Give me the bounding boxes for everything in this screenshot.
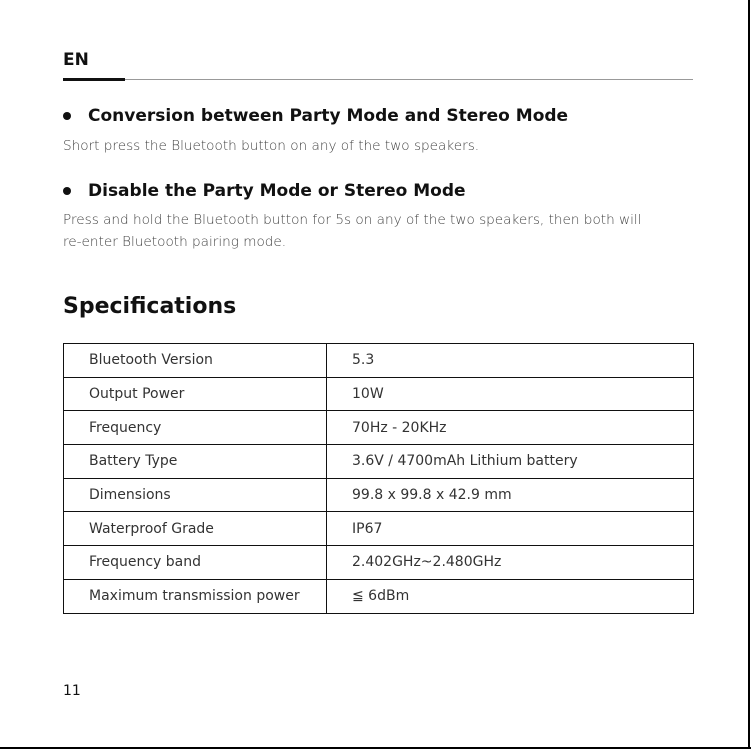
- spec-value: 5.3: [327, 344, 694, 378]
- table-row: [64, 377, 694, 411]
- spec-value: ≦ 6dBm: [327, 579, 694, 613]
- spec-value: 2.402GHz~2.480GHz: [327, 546, 694, 580]
- section-heading-text: Disable the Party Mode or Stereo Mode: [88, 181, 466, 201]
- section-heading: [63, 106, 568, 126]
- specifications-title: Specifications: [63, 294, 237, 319]
- spec-value: 70Hz - 20KHz: [327, 411, 694, 445]
- spec-value: 10W: [327, 377, 694, 411]
- section-heading-text: Conversion between Party Mode and Stereo Mode: [88, 106, 569, 126]
- table-row: [64, 579, 694, 613]
- table-row: [64, 546, 694, 580]
- bullet-icon: [63, 112, 71, 120]
- spec-label: Bluetooth Version: [64, 344, 327, 378]
- spec-label: Maximum transmission power: [64, 579, 327, 613]
- section-body: [63, 209, 703, 253]
- spec-label: Battery Type: [64, 445, 327, 479]
- spec-label: Output Power: [64, 377, 327, 411]
- table-row: [64, 478, 694, 512]
- spec-value: IP67: [327, 512, 694, 546]
- spec-label: Frequency: [64, 411, 327, 445]
- spec-label: Dimensions: [64, 478, 327, 512]
- table-row: [64, 445, 694, 479]
- bullet-icon: [63, 187, 71, 195]
- page-border: [748, 0, 750, 749]
- language-label: EN: [63, 50, 89, 70]
- spec-value: 3.6V / 4700mAh Lithium battery: [327, 445, 694, 479]
- header-divider: [63, 79, 693, 80]
- section-body: Short press the Bluetooth button on any of the two speakers.: [63, 138, 480, 154]
- table-row: [64, 512, 694, 546]
- section-body-line: re-enter Bluetooth pairing mode.: [63, 234, 287, 250]
- section-body-line: Press and hold the Bluetooth button for 5s on any of the two speakers, then both will: [63, 212, 642, 228]
- page-number: 11: [63, 683, 81, 699]
- page-border: [0, 747, 751, 749]
- specifications-table: [63, 343, 694, 614]
- section-heading: [63, 181, 466, 201]
- table-row: [64, 344, 694, 378]
- spec-label: Waterproof Grade: [64, 512, 327, 546]
- spec-label: Frequency band: [64, 546, 327, 580]
- header-divider-accent: [63, 78, 125, 81]
- spec-value: 99.8 x 99.8 x 42.9 mm: [327, 478, 694, 512]
- table-row: [64, 411, 694, 445]
